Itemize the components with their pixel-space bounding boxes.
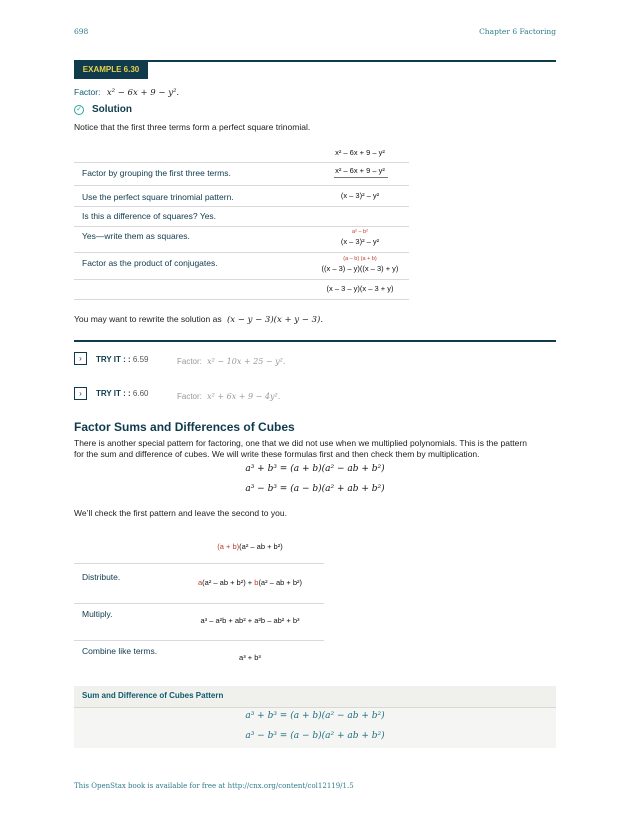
- try-it-question: [177, 357, 285, 366]
- example-badge: EXAMPLE 6.30: [74, 60, 148, 79]
- try-it-label[interactable]: [96, 389, 148, 398]
- pattern-difference-formula: a³ − b³ = (a − b)(a² + ab + b²): [245, 731, 385, 741]
- solution-heading[interactable]: Solution: [92, 104, 132, 115]
- rewrite-label: You may want to rewrite the solution as: [74, 314, 222, 324]
- section-paragraph-line-2: for the sum and difference of cubes. We will write these formulas first and then check them by multiplication.: [74, 449, 480, 459]
- try-it-text: TRY IT : :: [96, 355, 131, 364]
- step-label: Use the perfect square trinomial pattern.: [82, 192, 234, 202]
- try-it-text: TRY IT : :: [96, 389, 131, 398]
- step-annotation: a² – b²: [352, 229, 368, 235]
- grouping-underline: [334, 177, 388, 178]
- check-top-rest: (a² – ab + b²): [239, 542, 283, 551]
- step-expression: (x – 3)² – y²: [340, 191, 380, 200]
- prompt-label: Factor:: [74, 87, 101, 97]
- final-expression: (x – 3 – y)(x – 3 + y): [326, 284, 394, 293]
- table-divider: [74, 640, 324, 641]
- try-it-expression: x² − 10x + 25 − y².: [207, 357, 286, 366]
- try-it-prompt: Factor:: [177, 357, 202, 366]
- check-top-red: (a + b): [217, 542, 240, 551]
- check-step-label: Multiply.: [82, 609, 113, 619]
- table-divider: [74, 563, 324, 564]
- section-title: Factor Sums and Differences of Cubes: [74, 420, 295, 434]
- step-expression: (x – 3)² – y²: [340, 237, 380, 246]
- table-divider: [74, 226, 409, 227]
- check-top-expression: [180, 542, 320, 551]
- pattern-box-divider: [74, 707, 556, 708]
- try-it-question: [177, 392, 280, 401]
- prompt-expression: x² − 6x + 9 − y².: [106, 88, 180, 98]
- example-prompt: [74, 87, 179, 98]
- page-footer: This OpenStax book is available for free at http://cnx.org/content/col12119/1.5: [74, 782, 354, 790]
- example-bottom-rule: [74, 340, 556, 342]
- difference-of-cubes-formula: a³ − b³ = (a − b)(a² + ab + b²): [245, 484, 385, 494]
- check-intro: We’ll check the first pattern and leave the second to you.: [74, 508, 287, 518]
- check-step-expression: a³ – a²b + ab² + a²b – ab² + b³: [200, 616, 300, 625]
- table-divider: [74, 162, 409, 163]
- step-expression: x² – 6x + 9 – y²: [335, 166, 385, 175]
- solution-intro: Notice that the first three terms form a perfect square trinomial.: [74, 122, 311, 132]
- table-divider: [74, 206, 409, 207]
- distribute-b-rest: (a² – ab + b²): [258, 578, 302, 587]
- rewrite-expression: (x − y − 3)(x + y − 3).: [226, 315, 324, 325]
- table-divider: [74, 185, 409, 186]
- try-it-expression: x² + 6x + 9 − 4y².: [207, 392, 281, 401]
- page-number: 698: [74, 27, 89, 36]
- table-divider: [74, 279, 409, 280]
- step-label: Factor by grouping the first three terms.: [82, 168, 231, 178]
- pattern-box-title: Sum and Difference of Cubes Pattern: [82, 691, 224, 700]
- step-annotation: (a – b) (a + b): [343, 256, 377, 262]
- check-circle-icon[interactable]: ✓: [74, 105, 84, 115]
- rewrite-line: [74, 314, 323, 325]
- step-label: Factor as the product of conjugates.: [82, 258, 218, 268]
- step-label: Yes—write them as squares.: [82, 231, 190, 241]
- table-divider: [74, 299, 409, 300]
- chevron-right-icon[interactable]: ›: [74, 387, 87, 400]
- distribute-a: a: [197, 578, 203, 587]
- check-step-expression: a³ + b³: [239, 653, 261, 662]
- chevron-right-icon[interactable]: ›: [74, 352, 87, 365]
- check-step-label: Combine like terms.: [82, 646, 158, 656]
- try-it-number: 6.60: [132, 389, 149, 398]
- step-label: Is this a difference of squares? Yes.: [82, 211, 217, 221]
- chapter-title: Chapter 6 Factoring: [479, 27, 556, 36]
- check-step-expression: [180, 578, 320, 587]
- table-divider: [74, 252, 409, 253]
- sum-of-cubes-formula: a³ + b³ = (a + b)(a² − ab + b²): [245, 464, 385, 474]
- pattern-sum-formula: a³ + b³ = (a + b)(a² − ab + b²): [245, 711, 385, 721]
- section-paragraph-line-1: There is another special pattern for factoring, one that we did not use when we multiplied polynomials. This is the pattern: [74, 438, 527, 448]
- step-expression: ((x – 3) – y)((x – 3) + y): [321, 264, 399, 273]
- distribute-b: b: [254, 578, 259, 587]
- distribute-a-rest: (a² – ab + b²) +: [202, 578, 255, 587]
- try-it-number: 6.59: [132, 355, 149, 364]
- check-step-label: Distribute.: [82, 572, 121, 582]
- try-it-prompt: Factor:: [177, 392, 202, 401]
- table-divider: [74, 603, 324, 604]
- top-expression: x² – 6x + 9 – y²: [335, 148, 385, 157]
- try-it-label[interactable]: [96, 355, 148, 364]
